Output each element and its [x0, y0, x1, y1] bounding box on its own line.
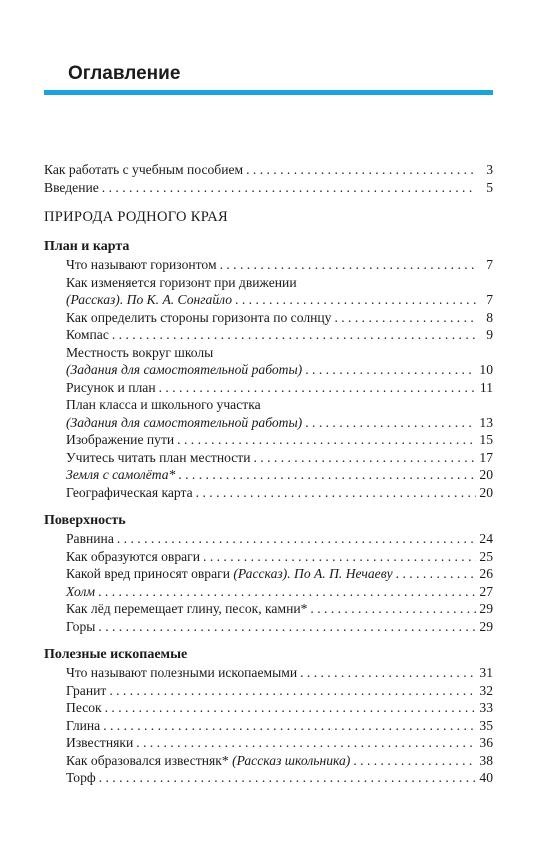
toc-entry[interactable] [44, 600, 493, 618]
toc-entry[interactable] [44, 618, 493, 636]
toc-entry-italic: (Рассказ школьника) [232, 752, 351, 768]
toc-entry-title [66, 600, 307, 618]
toc-entry-italic: (Рассказ). По А. П. Нечаеву [233, 566, 393, 581]
page-title: Оглавление [68, 63, 181, 84]
toc-page-number: 33 [479, 700, 493, 715]
group-heading: Поверхность [44, 513, 126, 528]
dot-leader [105, 699, 476, 717]
toc-entry[interactable] [44, 583, 493, 601]
toc-entry-title [66, 345, 213, 360]
toc-entry[interactable] [44, 414, 493, 432]
toc-page-number: 25 [479, 548, 493, 564]
toc-entry[interactable] [44, 682, 493, 700]
toc-entry[interactable] [44, 449, 493, 467]
dot-leader [246, 161, 476, 179]
toc-entry-text: Торф [66, 770, 96, 785]
dot-leader [136, 734, 476, 752]
group-spacer [44, 501, 493, 512]
group-spacer [44, 635, 493, 646]
dot-leader [220, 256, 476, 274]
toc-entry[interactable] [44, 565, 493, 583]
toc-page-number: 15 [479, 432, 493, 447]
toc-entry-text: Как определить стороны горизонта по солнцу [66, 309, 332, 325]
toc-entry-title [66, 256, 217, 274]
toc-entry-text: Компас [66, 327, 109, 342]
toc-entry[interactable] [44, 699, 493, 717]
toc-page-number: 27 [479, 583, 493, 599]
toc-entry-text: Известняки [66, 735, 134, 750]
toc-entry-title [66, 431, 174, 449]
toc-page-number: 26 [479, 566, 493, 581]
toc-entry-text: Как лёд перемещает глину, песок, камни* [66, 601, 308, 616]
toc-page-number: 5 [486, 179, 493, 195]
table-of-contents [44, 161, 493, 787]
toc-page-number: 11 [479, 379, 493, 395]
toc-page-number: 29 [479, 601, 493, 616]
toc-entry-text: Что называют полезными ископаемыми [66, 665, 298, 680]
toc-entry-title [66, 583, 95, 601]
toc-entry-text: Глина [66, 717, 101, 733]
toc-page-number: 40 [479, 770, 493, 785]
toc-entry-title [66, 717, 100, 735]
toc-entry[interactable] [44, 530, 493, 548]
dot-leader [109, 682, 476, 700]
toc-entry[interactable] [44, 179, 493, 197]
toc-entry-text: Равнина [66, 531, 114, 546]
toc-entry[interactable] [44, 291, 493, 309]
toc-entry [44, 344, 493, 362]
toc-entry-text: Как образовался известняк* [66, 752, 233, 768]
toc-entry-title [66, 379, 156, 397]
dot-leader [103, 717, 476, 735]
toc-page-number: 31 [479, 665, 493, 680]
toc-page-number: 13 [479, 414, 493, 430]
toc-entry-italic: Земля с самолёта* [66, 467, 176, 482]
dot-leader [305, 414, 476, 432]
toc-entry-title [66, 682, 106, 700]
toc-page-number: 9 [486, 327, 493, 342]
toc-page-number: 29 [479, 618, 493, 634]
toc-entry-italic: (Задания для самостоятельной работы) [66, 362, 303, 377]
toc-entry-text: Как работать с учебным пособием [44, 162, 244, 177]
toc-entry-title [66, 734, 133, 752]
dot-leader [305, 361, 476, 379]
toc-page-number: 20 [479, 467, 493, 482]
toc-page-number: 10 [479, 362, 493, 377]
dot-leader [98, 583, 476, 601]
toc-entry-italic: (Рассказ). По К. А. Сонгайло [66, 292, 233, 307]
toc-entry-text: Введение [44, 179, 99, 195]
dot-leader [112, 326, 476, 344]
dot-leader [196, 484, 476, 502]
toc-entry-text: Учитесь читать план местности [66, 449, 251, 465]
toc-page-number: 20 [479, 484, 493, 500]
toc-entry-title [66, 664, 297, 682]
toc-entry-italic: (Задания для самостоятельной работы) [66, 414, 303, 430]
group-heading: План и карта [44, 239, 130, 254]
toc-entry[interactable] [44, 431, 493, 449]
section-heading: ПРИРОДА РОДНОГО КРАЯ [44, 209, 228, 225]
toc-entry-title [66, 699, 102, 717]
dot-leader [102, 179, 476, 197]
toc-entry[interactable] [44, 326, 493, 344]
toc-entry-title [66, 752, 350, 770]
toc-entry-title [66, 291, 232, 309]
toc-entry-text: Гранит [66, 682, 107, 698]
dot-leader [203, 548, 476, 566]
toc-entry-text: Песок [66, 700, 102, 715]
toc-entry-title [66, 530, 114, 548]
toc-entry [44, 396, 493, 414]
toc-entry[interactable] [44, 309, 493, 327]
toc-entry[interactable] [44, 256, 493, 274]
toc-page-number: 3 [486, 162, 493, 177]
toc-page-number: 36 [479, 735, 493, 750]
dot-leader [334, 309, 476, 327]
toc-entry[interactable] [44, 379, 493, 397]
dot-leader [235, 291, 476, 309]
toc-page-number: 7 [486, 257, 493, 272]
dot-leader [300, 664, 476, 682]
toc-entry-title [66, 397, 261, 412]
toc-entry-title [66, 769, 96, 787]
toc-entry-title [66, 361, 302, 379]
toc-page-number: 32 [479, 682, 493, 698]
toc-entry-text: Какой вред приносят овраги [66, 566, 234, 581]
toc-entry-title [66, 618, 95, 636]
dot-leader [117, 530, 476, 548]
toc-entry[interactable] [44, 769, 493, 787]
toc-entry-title [66, 466, 175, 484]
dot-leader [310, 600, 476, 618]
toc-entry-title [44, 161, 243, 179]
toc-entry-text: Как изменяется горизонт при движении [66, 274, 297, 290]
toc-entry-title [66, 414, 302, 432]
toc-entry-title [66, 449, 251, 467]
toc-entry[interactable] [44, 734, 493, 752]
toc-page-number: 24 [479, 531, 493, 546]
dot-leader [159, 379, 476, 397]
toc-entry[interactable] [44, 548, 493, 566]
toc-page-number: 17 [479, 449, 493, 465]
toc-page-number: 7 [486, 292, 493, 307]
toc-entry-title [66, 326, 109, 344]
toc-entry-title [44, 179, 99, 197]
toc-entry-text: Географическая карта [66, 484, 193, 500]
toc-page-number: 35 [479, 717, 493, 733]
title-rule [44, 90, 493, 95]
toc-entry [44, 274, 493, 292]
toc-page-number: 38 [479, 752, 493, 768]
dot-leader [353, 752, 476, 770]
toc-entry-title [66, 309, 331, 327]
toc-entry-text: Что называют горизонтом [66, 257, 217, 272]
toc-entry[interactable] [44, 717, 493, 735]
toc-entry-italic: Холм [66, 583, 96, 599]
dot-leader [178, 466, 476, 484]
toc-entry[interactable] [44, 466, 493, 484]
toc-entry-text: Местность вокруг школы [66, 344, 214, 360]
dot-leader [254, 449, 477, 467]
toc-entry-text: Изображение пути [66, 432, 175, 447]
toc-entry[interactable] [44, 161, 493, 179]
toc-entry[interactable] [44, 752, 493, 770]
dot-leader [177, 431, 476, 449]
toc-entry-text: Рисунок и план [66, 379, 156, 395]
toc-entry-text: Горы [66, 618, 96, 634]
toc-entry[interactable] [44, 664, 493, 682]
toc-entry-title [66, 484, 193, 502]
toc-entry-title [66, 548, 200, 566]
dot-leader [99, 769, 476, 787]
toc-entry-title [66, 565, 393, 583]
dot-leader [98, 618, 476, 636]
toc-entry-text: План класса и школьного участка [66, 397, 261, 412]
toc-entry-text: Как образуются овраги [66, 548, 201, 564]
group-heading: Полезные ископаемые [44, 647, 188, 662]
toc-entry[interactable] [44, 484, 493, 502]
toc-entry-title [66, 275, 297, 290]
toc-entry[interactable] [44, 361, 493, 379]
toc-page-number: 8 [486, 309, 493, 325]
dot-leader [396, 565, 476, 583]
